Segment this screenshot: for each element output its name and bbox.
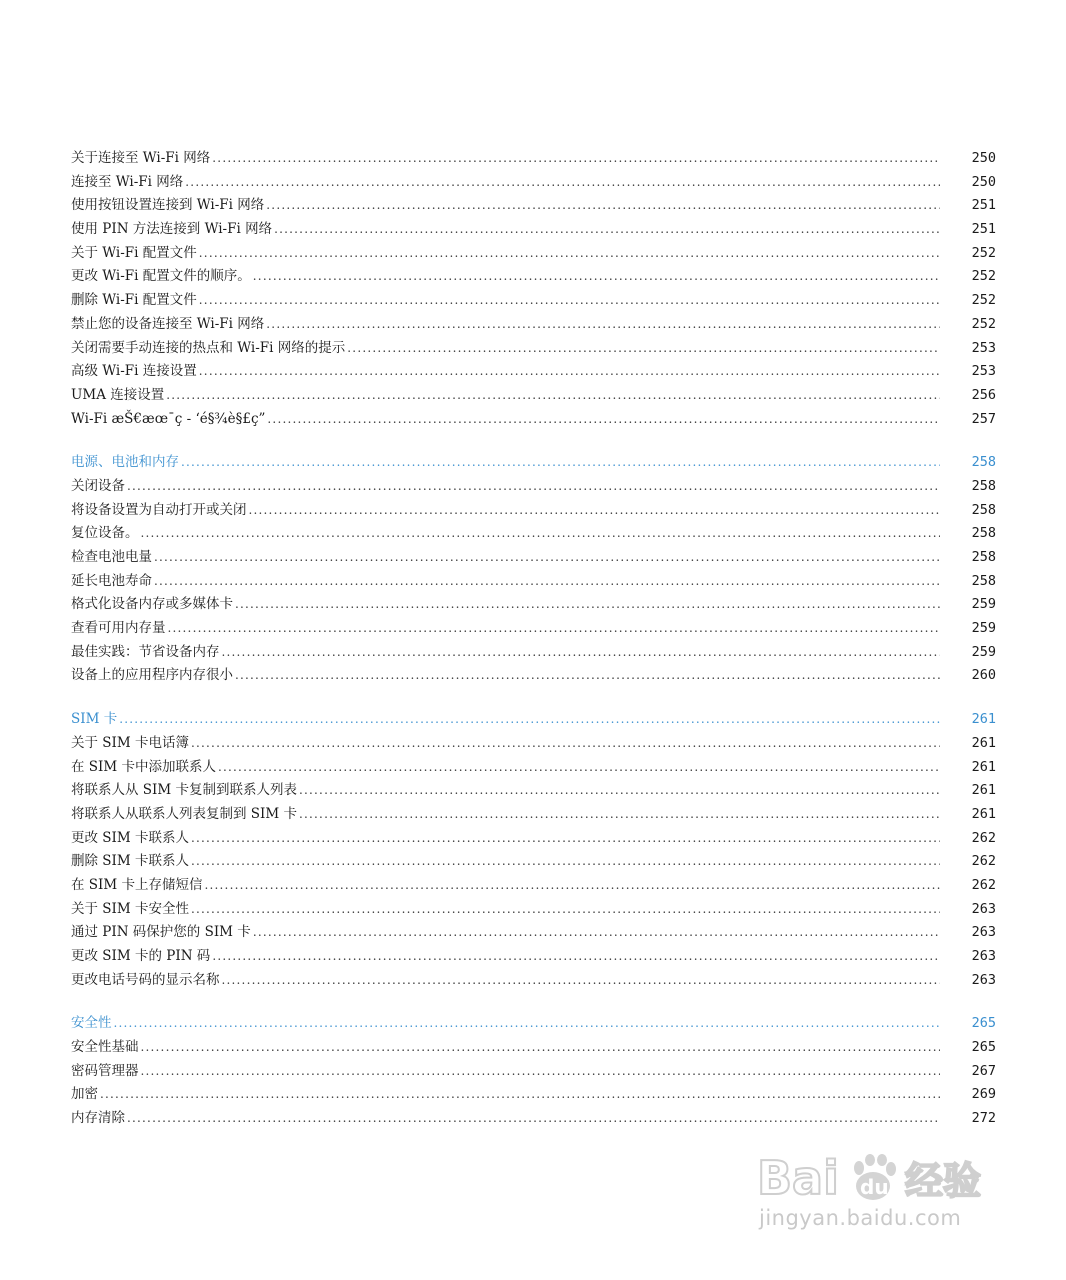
- toc-page-number: 253: [971, 339, 996, 356]
- svg-text:经验: 经验: [905, 1159, 982, 1203]
- toc-entry-title: 检查电池电量: [71, 549, 152, 565]
- toc-page-number: 262: [971, 876, 996, 893]
- toc-entry[interactable]: [71, 969, 996, 993]
- toc-page-number: 259: [971, 596, 996, 613]
- baidu-logo-icon: [755, 1148, 1005, 1208]
- dot-leader: [166, 384, 940, 408]
- toc-entry-title: 禁止您的设备连接至 Wi-Fi 网络: [71, 315, 265, 332]
- section-gap: [71, 992, 996, 1012]
- toc-entry[interactable]: [71, 337, 996, 361]
- dot-leader: [299, 779, 940, 803]
- toc-entry[interactable]: [71, 1107, 996, 1131]
- toc-entry-title: 更改 SIM 卡的 PIN 码: [71, 948, 211, 964]
- dot-leader: [212, 945, 940, 969]
- toc-entry[interactable]: [71, 898, 996, 922]
- toc-entry[interactable]: [71, 546, 996, 570]
- toc-entry-title: Wi-Fi æŠ€æœ¯ç - ‘é§¾è§£ç”: [71, 410, 266, 427]
- dot-leader: [199, 289, 940, 313]
- toc-page-number: 259: [971, 620, 996, 637]
- section-gap: [71, 431, 996, 451]
- toc-page-number: 252: [971, 315, 996, 332]
- toc-entry-title: 最佳实践：节省设备内存: [71, 643, 220, 660]
- dot-leader: [199, 360, 940, 384]
- dot-leader: [218, 756, 940, 780]
- toc-entry-title: 关于 SIM 卡安全性: [71, 900, 189, 917]
- toc-heading-title: SIM 卡: [71, 711, 118, 728]
- toc-entry[interactable]: [71, 194, 996, 218]
- toc-entry-title: 关于 Wi-Fi 配置文件: [71, 244, 197, 261]
- toc-page-number: 258: [971, 525, 996, 542]
- toc-entry-title: 通过 PIN 码保护您的 SIM 卡: [71, 924, 251, 941]
- toc-page-number: 267: [971, 1062, 996, 1079]
- toc-entry-title: 将联系人从联系人列表复制到 SIM 卡: [71, 805, 297, 822]
- toc-entry-title: 使用 PIN 方法连接到 Wi-Fi 网络: [71, 221, 273, 238]
- dot-leader: [119, 708, 940, 732]
- toc-entry[interactable]: [71, 1036, 996, 1060]
- toc-page-number: 259: [971, 643, 996, 660]
- toc-entry-title: 删除 SIM 卡联系人: [71, 853, 189, 870]
- dot-leader: [347, 337, 940, 361]
- toc-entry[interactable]: [71, 664, 996, 688]
- table-of-contents: [71, 147, 996, 1131]
- dot-leader: [114, 1012, 941, 1036]
- toc-entry-title: 设备上的应用程序内存很小: [71, 667, 233, 684]
- dot-leader: [266, 313, 940, 337]
- dot-leader: [168, 617, 941, 641]
- toc-entry-title: 更改 Wi-Fi 配置文件的顺序。: [71, 268, 251, 285]
- toc-page-number: 258: [971, 501, 996, 518]
- toc-page-number: 251: [971, 197, 996, 214]
- toc-entry[interactable]: [71, 384, 996, 408]
- toc-entry[interactable]: [71, 617, 996, 641]
- toc-heading-title: 安全性: [71, 1015, 112, 1032]
- toc-entry[interactable]: [71, 408, 996, 432]
- toc-entry-title: 更改 SIM 卡联系人: [71, 829, 189, 846]
- toc-page-number: 258: [971, 572, 996, 589]
- toc-page-number: 260: [971, 667, 996, 684]
- toc-page-number: 263: [971, 924, 996, 941]
- dot-leader: [191, 827, 940, 851]
- toc-entry-title: 加密: [71, 1086, 98, 1103]
- toc-entry[interactable]: [71, 218, 996, 242]
- toc-page-number: 258: [971, 477, 996, 494]
- toc-entry-title: 在 SIM 卡上存储短信: [71, 876, 203, 893]
- toc-page-number: 265: [971, 1039, 996, 1056]
- toc-entry[interactable]: [71, 570, 996, 594]
- toc-entry[interactable]: [71, 803, 996, 827]
- toc-entry-title: 使用按钮设置连接到 Wi-Fi 网络: [71, 197, 265, 214]
- toc-entry-title: 关于连接至 Wi-Fi 网络: [71, 150, 211, 166]
- toc-entry-title: UMA 连接设置: [71, 386, 165, 403]
- toc-page-number: 263: [971, 900, 996, 917]
- toc-page-number: 252: [971, 292, 996, 309]
- dot-leader: [212, 147, 940, 171]
- toc-entry[interactable]: [71, 756, 996, 780]
- toc-entry-title: 高级 Wi-Fi 连接设置: [71, 363, 197, 380]
- toc-page-number: 261: [971, 805, 996, 822]
- toc-entry-title: 格式化设备内存或多媒体卡: [71, 596, 233, 613]
- toc-entry[interactable]: [71, 360, 996, 384]
- toc-page-number: 265: [971, 1015, 996, 1032]
- toc-page-number: 253: [971, 363, 996, 380]
- toc-entry-title: 延长电池寿命: [71, 572, 152, 589]
- toc-entry-title: 关于 SIM 卡电话簿: [71, 734, 189, 751]
- toc-page-number: 261: [971, 734, 996, 751]
- toc-entry-title: 在 SIM 卡中添加联系人: [71, 758, 216, 775]
- dot-leader: [127, 475, 940, 499]
- toc-page-number: 269: [971, 1086, 996, 1103]
- dot-leader: [154, 570, 940, 594]
- toc-entry[interactable]: [71, 313, 996, 337]
- toc-entry-title: 查看可用内存量: [71, 620, 166, 637]
- toc-entry-title: 关闭需要手动连接的热点和 Wi-Fi 网络的提示: [71, 339, 346, 356]
- toc-entry[interactable]: [71, 850, 996, 874]
- toc-entry-title: 关闭设备: [71, 477, 125, 494]
- dot-leader: [249, 499, 941, 523]
- dot-leader: [199, 242, 940, 266]
- dot-leader: [185, 171, 940, 195]
- dot-leader: [205, 874, 941, 898]
- toc-page-number: 250: [971, 173, 996, 190]
- watermark-url: jingyan.baidu.com: [759, 1206, 962, 1230]
- toc-page-number: 261: [971, 782, 996, 799]
- toc-page-number: 257: [971, 410, 996, 427]
- toc-page-number: 262: [971, 853, 996, 870]
- toc-heading-title: 电源、电池和内存: [71, 454, 179, 471]
- toc-page-number: 250: [971, 150, 996, 166]
- dot-leader: [181, 451, 940, 475]
- dot-leader: [299, 803, 940, 827]
- toc-entry[interactable]: [71, 289, 996, 313]
- dot-leader: [141, 1036, 941, 1060]
- dot-leader: [235, 593, 940, 617]
- dot-leader: [235, 664, 940, 688]
- toc-entry[interactable]: [71, 874, 996, 898]
- toc-page-number: 263: [971, 971, 996, 988]
- toc-entry[interactable]: [71, 827, 996, 851]
- toc-entry[interactable]: [71, 147, 996, 171]
- toc-page-number: 262: [971, 829, 996, 846]
- toc-entry[interactable]: [71, 1083, 996, 1107]
- dot-leader: [154, 546, 940, 570]
- toc-entry-title: 复位设备。: [71, 525, 139, 542]
- toc-page-number: 272: [971, 1110, 996, 1127]
- toc-page-number: 252: [971, 268, 996, 285]
- toc-entry-title: 删除 Wi-Fi 配置文件: [71, 292, 197, 309]
- dot-leader: [100, 1083, 940, 1107]
- toc-entry[interactable]: [71, 641, 996, 665]
- toc-entry[interactable]: [71, 945, 996, 969]
- dot-leader: [266, 194, 940, 218]
- toc-entry-title: 更改电话号码的显示名称: [71, 971, 220, 988]
- dot-leader: [267, 408, 940, 432]
- dot-leader: [141, 1060, 941, 1084]
- toc-entry[interactable]: [71, 522, 996, 546]
- toc-entry-title: 将设备设置为自动打开或关闭: [71, 501, 247, 518]
- dot-leader: [127, 1107, 940, 1131]
- toc-entry[interactable]: [71, 265, 996, 289]
- dot-leader: [191, 850, 940, 874]
- dot-leader: [222, 641, 941, 665]
- toc-page-number: 252: [971, 244, 996, 261]
- toc-entry-title: 密码管理器: [71, 1062, 139, 1079]
- dot-leader: [141, 522, 941, 546]
- toc-page-number: 258: [971, 454, 996, 471]
- toc-entry[interactable]: [71, 1060, 996, 1084]
- toc-entry[interactable]: [71, 475, 996, 499]
- toc-entry[interactable]: [71, 593, 996, 617]
- toc-entry[interactable]: [71, 779, 996, 803]
- toc-section-heading[interactable]: [71, 708, 996, 732]
- dot-leader: [191, 732, 940, 756]
- section-gap: [71, 688, 996, 708]
- dot-leader: [191, 898, 940, 922]
- dot-leader: [253, 265, 940, 289]
- toc-page-number: 258: [971, 549, 996, 565]
- toc-entry[interactable]: [71, 732, 996, 756]
- toc-page-number: 251: [971, 221, 996, 238]
- toc-section-heading[interactable]: [71, 1012, 996, 1036]
- toc-entry[interactable]: [71, 171, 996, 195]
- toc-section-heading[interactable]: [71, 451, 996, 475]
- toc-entry-title: 连接至 Wi-Fi 网络: [71, 173, 184, 190]
- toc-page-number: 263: [971, 948, 996, 964]
- toc-entry-title: 将联系人从 SIM 卡复制到联系人列表: [71, 782, 297, 799]
- svg-text:du: du: [860, 1175, 889, 1199]
- dot-leader: [253, 921, 940, 945]
- dot-leader: [222, 969, 941, 993]
- svg-text:Bai: Bai: [757, 1151, 839, 1205]
- toc-entry[interactable]: [71, 242, 996, 266]
- toc-page-number: 256: [971, 386, 996, 403]
- dot-leader: [274, 218, 940, 242]
- toc-entry-title: 内存清除: [71, 1110, 125, 1127]
- toc-entry-title: 安全性基础: [71, 1039, 139, 1056]
- toc-entry[interactable]: [71, 499, 996, 523]
- baidu-jingyan-watermark: [755, 1148, 1005, 1238]
- toc-entry[interactable]: [71, 921, 996, 945]
- toc-page-number: 261: [971, 711, 996, 728]
- toc-page-number: 261: [971, 758, 996, 775]
